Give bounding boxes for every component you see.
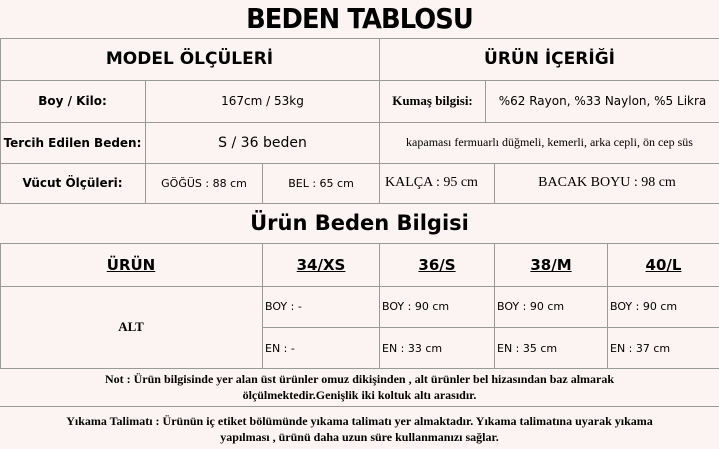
leg-length-measurement: BACAK BOYU : 98 cm: [538, 175, 676, 190]
height-weight-value: 167cm / 53kg: [221, 94, 304, 108]
table-cell: BOY : 90 cm: [497, 300, 565, 313]
divider: [0, 368, 719, 369]
waist-measurement: BEL : 65 cm: [288, 176, 354, 190]
table-cell: BOY : 90 cm: [610, 300, 678, 313]
height-weight-label: Boy / Kilo:: [38, 94, 107, 108]
body-measurements-label: Vücut Ölçüleri:: [22, 176, 123, 190]
fabric-value: %62 Rayon, %33 Naylon, %5 Likra: [498, 94, 707, 108]
hip-measurement: KALÇA : 95 cm: [385, 175, 478, 190]
preferred-size-label: Tercih Edilen Beden:: [3, 135, 142, 150]
product-name-cell: ALT: [118, 319, 144, 334]
divider: [0, 406, 719, 407]
table-cell: BOY : 90 cm: [382, 300, 450, 313]
table-cell: EN : 35 cm: [497, 341, 558, 355]
table-cell: EN : 33 cm: [382, 341, 443, 355]
table-cell: BOY : -: [265, 300, 302, 313]
preferred-size-value: S / 36 beden: [218, 134, 307, 151]
column-header-34-xs: 34/XS: [296, 255, 346, 274]
measurement-note: Not : Ürün bilgisinde yer alan üst ürünler omuz dikişinden , alt ürünler bel hizasından baz almarak ölçülmektedir.Genişlik iki koltuk altı arasıdır.: [104, 372, 615, 402]
fabric-label: Kumaş bilgisi:: [392, 93, 473, 108]
product-features: kapaması fermuarlı düğmeli, kemerli, arka cepli, ön cep süs: [406, 135, 693, 149]
column-header-40-l: 40/L: [645, 255, 682, 274]
column-header-38-m: 38/M: [530, 255, 572, 274]
column-header-product: ÜRÜN: [106, 255, 156, 274]
size-info-header: Ürün Beden Bilgisi: [250, 211, 469, 235]
product-content-header: ÜRÜN İÇERİĞİ: [484, 49, 615, 69]
chest-measurement: GÖĞÜS : 88 cm: [161, 176, 247, 190]
table-cell: EN : -: [265, 341, 295, 355]
model-measurements-header: MODEL ÖLÇÜLERİ: [105, 49, 274, 69]
page-title: BEDEN TABLOSU: [246, 2, 473, 35]
table-cell: EN : 37 cm: [610, 341, 671, 355]
washing-instructions-note: Yıkama Talimatı : Ürünün iç etiket bölümünde yıkama talimatı yer almaktadır. Yıkama talimatına uyarak yıkama yapılması , ürünü daha uzun süre kullanmanızı sağlar.: [66, 414, 653, 444]
column-header-36-s: 36/S: [418, 255, 456, 274]
